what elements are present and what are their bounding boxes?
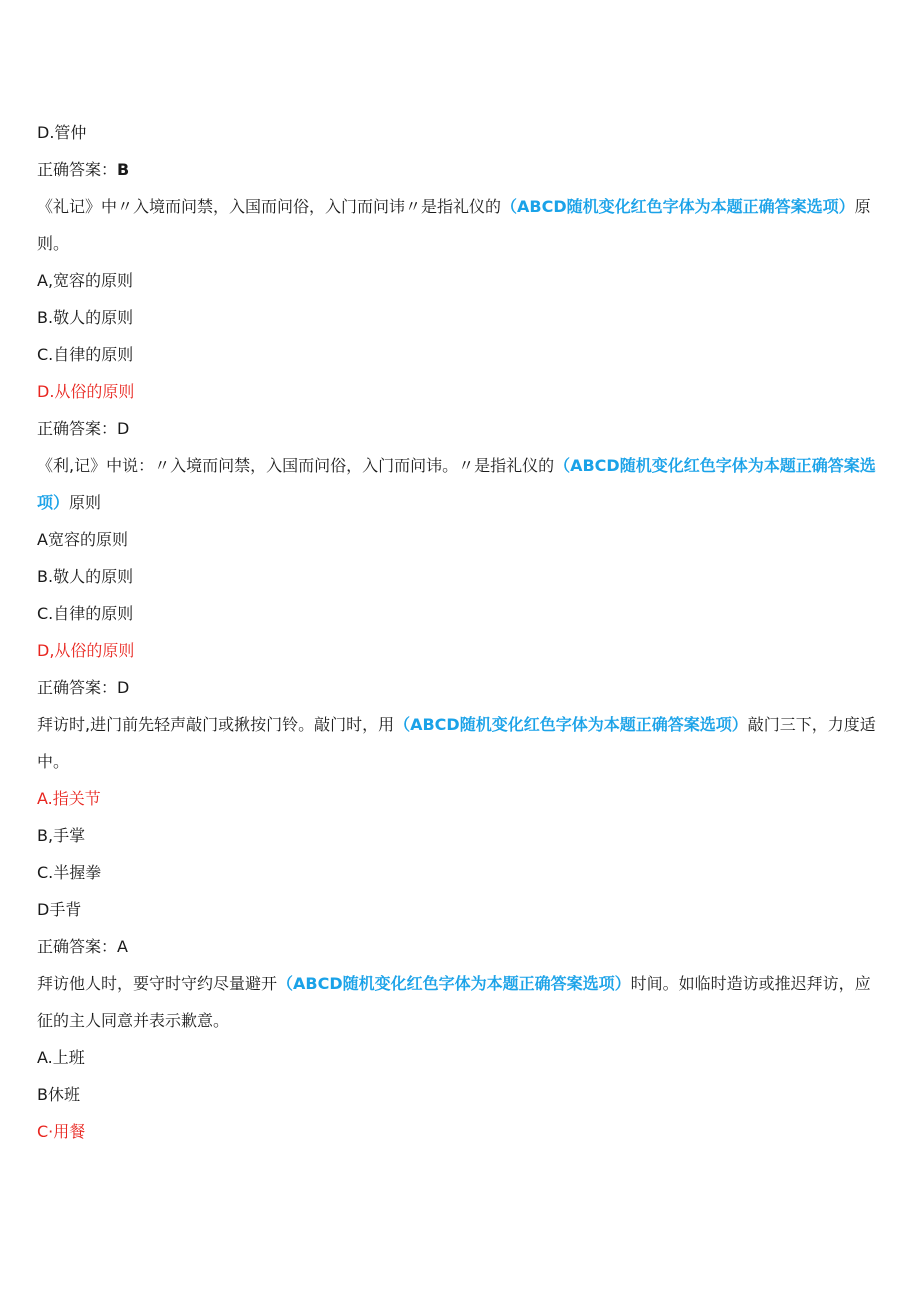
q4-option-c-correct: C·用餐	[37, 1122, 86, 1141]
q2-option-c: C.自律的原则	[37, 604, 134, 623]
answer-label: 正确答案：	[37, 160, 118, 179]
q0-answer	[37, 151, 882, 188]
q4-stem	[37, 965, 882, 1039]
q3-option-c: C.半握拳	[37, 863, 102, 882]
q3-option-b: B,手掌	[37, 826, 86, 845]
q0-option-d: D.管仲	[37, 123, 87, 142]
q4-option-b: B休班	[37, 1085, 80, 1104]
q1-answer: 正确答案：D	[37, 419, 130, 438]
q3-stem-pre: 拜访时,进门前先轻声敲门或揪按门铃。敲门时，用	[37, 715, 395, 734]
q4-stem-post: 时间。如临时造访或推迟拜访，应征的主人同意并表示歉意。	[37, 974, 871, 1030]
q3-stem-post: 敲门三下，力度适中。	[37, 715, 876, 771]
document-body	[37, 114, 882, 1150]
answer-value: B	[117, 160, 130, 179]
q2-option-d-correct: D,从俗的原则	[37, 641, 135, 660]
q2-stem-post: 原则	[69, 493, 102, 512]
q1-stem-pre: 《礼记》中〃入境而问禁，入国而问俗，入门而问讳〃是指礼仪的	[37, 197, 502, 216]
q2-answer: 正确答案：D	[37, 678, 130, 697]
q4-stem-blank: （ABCD随机变化红色字体为本题正确答案选项）	[277, 974, 631, 993]
q4-stem-pre: 拜访他人时，要守时守约尽量避开	[37, 974, 278, 993]
q2-stem	[37, 447, 882, 521]
q3-option-d: D手背	[37, 900, 82, 919]
q3-answer: 正确答案：A	[37, 937, 128, 956]
q1-stem-post: 原则。	[37, 197, 871, 253]
q1-option-b: B.敬人的原则	[37, 308, 134, 327]
q1-stem	[37, 188, 882, 262]
q1-option-c: C.自律的原则	[37, 345, 134, 364]
q4-option-a: A.上班	[37, 1048, 85, 1067]
q1-option-d-correct: D.从俗的原则	[37, 382, 135, 401]
q2-stem-pre: 《利,记》中说：〃入境而问禁，入国而问俗，入门而问讳。〃是指礼仪的	[37, 456, 555, 475]
q2-option-a: A宽容的原则	[37, 530, 128, 549]
q1-stem-blank: （ABCD随机变化红色字体为本题正确答案选项）	[501, 197, 855, 216]
q1-option-a: A,宽容的原则	[37, 271, 134, 290]
q3-stem	[37, 706, 882, 780]
q2-option-b: B.敬人的原则	[37, 567, 134, 586]
q3-stem-blank: （ABCD随机变化红色字体为本题正确答案选项）	[394, 715, 748, 734]
q2-stem-blank: （ABCD随机变化红色字体为本题正确答案选项）	[37, 456, 876, 512]
q3-option-a-correct: A.指关节	[37, 789, 101, 808]
